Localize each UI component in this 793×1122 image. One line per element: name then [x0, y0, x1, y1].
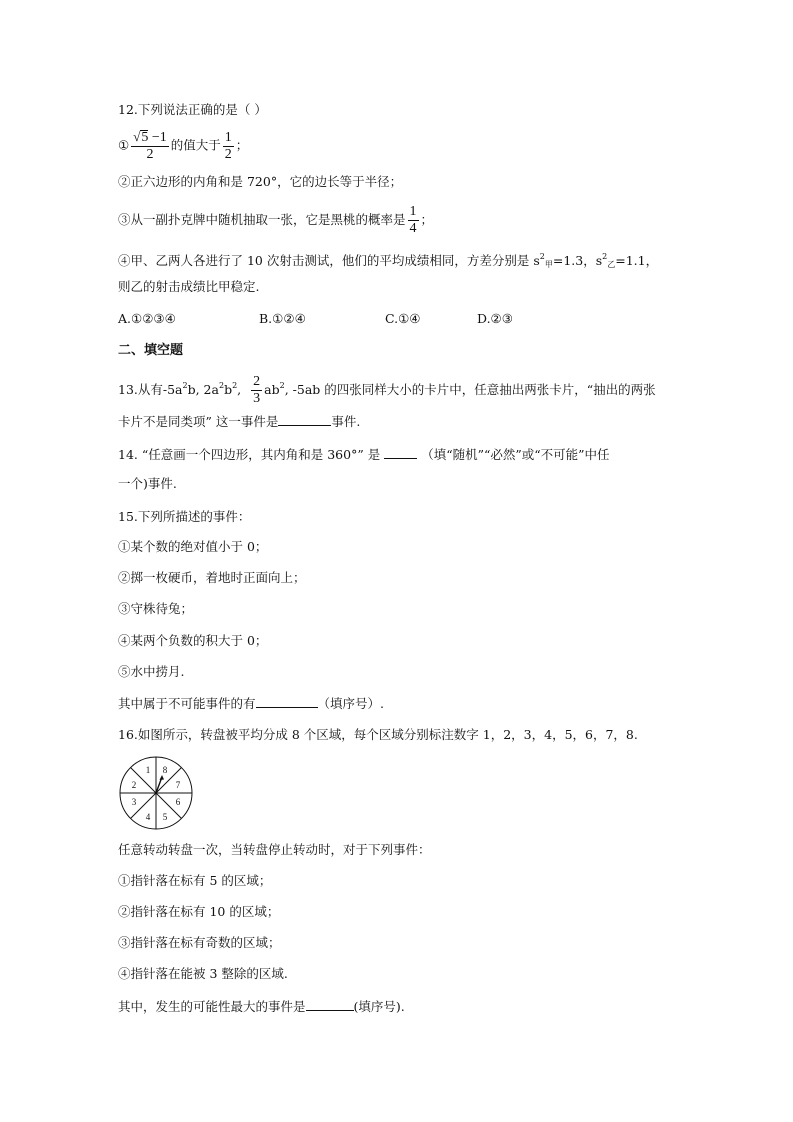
- q16-item-4: ④指针落在能被 3 整除的区域.: [118, 966, 288, 981]
- q15-ans-text-a: 其中属于不可能事件的有: [118, 696, 256, 711]
- q15-item-5: ⑤水中捞月.: [118, 664, 185, 679]
- q13-text-c: b: [224, 382, 233, 397]
- q12-statement-4-line2: 则乙的射击成绩比甲稳定.: [118, 279, 260, 294]
- q12-s4-sub1: 甲: [544, 260, 553, 269]
- q14-answer-blank[interactable]: [384, 445, 417, 459]
- q13-text-e: ab: [264, 382, 280, 397]
- q12-statement-3: [118, 205, 433, 236]
- spinner-label-3: 3: [131, 797, 137, 807]
- q12-s1-f2-den: 2: [224, 146, 232, 162]
- q14-line2: 一个)事件.: [118, 476, 177, 491]
- q16-answer-line: [118, 997, 405, 1016]
- q15-stem: 15.下列所描述的事件：: [118, 509, 251, 524]
- q16-item-1: ①指针落在标有 5 的区域；: [118, 873, 272, 888]
- q12-option-c: C.①④: [385, 311, 421, 326]
- q15-item-2: ②掷一枚硬币，着地时正面向上；: [118, 570, 306, 585]
- q13-text-f: , -5ab 的四张同样大小的卡片中，任意抽出两张卡片，“抽出的两张: [284, 382, 656, 397]
- q16-ans-text-a: 其中，发生的可能性最大的事件是: [118, 999, 306, 1014]
- q12-s1-num-rest: −1: [148, 130, 167, 145]
- q12-s1-fraction: $\frac{√5 -1}{2}$: [133, 129, 167, 162]
- q13-line2-a: 卡片不是同类项” 这一事件是: [118, 414, 279, 429]
- q16-item-3: ③指针落在标有奇数的区域；: [118, 935, 281, 950]
- q13-frac-den: 3: [253, 391, 261, 406]
- q12-option-a: A.①②③④: [118, 311, 176, 326]
- q12-s3-fraction: [408, 205, 419, 236]
- spinner-label-4: 4: [145, 812, 151, 822]
- q13-answer-blank[interactable]: [278, 412, 331, 426]
- spinner-diagram: [118, 755, 194, 831]
- q13-line2-b: 事件.: [331, 414, 361, 429]
- q13-fraction: [251, 375, 262, 406]
- q15-item-3: ③守株待兔；: [118, 601, 194, 616]
- q16-stem: 16.如图所示，转盘被平均分成 8 个区域，每个区域分别标注数字 1，2，3，4，5，6，7，8.: [118, 727, 638, 742]
- q16-ans-text-b: (填序号).: [353, 999, 405, 1014]
- q12-s4-mid: =1.3，s: [552, 253, 603, 268]
- q15-item-1: ①某个数的绝对值小于 0；: [118, 539, 268, 554]
- q12-s1-prefix: ①: [118, 137, 130, 153]
- q15-ans-text-b: （填序号）.: [317, 696, 384, 711]
- q16-item-2: ②指针落在标有 10 的区域；: [118, 904, 280, 919]
- q12-s4-text: ④甲、乙两人各进行了 10 次射击测试，他们的平均成绩相同，方差分别是 s: [118, 253, 540, 268]
- q13-sup-a: 2: [182, 381, 188, 390]
- q12-statement-2: ②正六边形的内角和是 720°，它的边长等于半径；: [118, 174, 403, 189]
- q12-s1-root: 5: [141, 130, 149, 145]
- q13-text-a: 13.从有-5a: [118, 382, 183, 397]
- q13-sup-b: 2: [218, 381, 225, 390]
- q12-s3-text: ③从一副扑克牌中随机抽取一张，它是黑桃的概率是: [118, 212, 406, 227]
- q12-s1-den: 2: [146, 147, 154, 162]
- q12-s3-den: 4: [409, 221, 417, 236]
- q12-s1-fraction2: [223, 131, 234, 162]
- spinner-label-2: 2: [131, 780, 137, 790]
- q15-answer-blank[interactable]: [256, 694, 318, 708]
- q13-text-b: b, 2a: [187, 382, 219, 397]
- q12-s4-end: =1.1，: [615, 253, 659, 268]
- spinner-label-1: 1: [145, 765, 151, 775]
- q12-s4-sup1: 2: [539, 252, 545, 261]
- q14-line1: [118, 445, 610, 464]
- spinner-label-6: 6: [175, 797, 181, 807]
- q12-stem: 12.下列说法正确的是（ ）: [118, 102, 267, 117]
- q12-s4-sub2: 乙: [607, 260, 616, 269]
- spinner-label-8: 8: [162, 765, 168, 775]
- q16-line-a: 任意转动转盘一次，当转盘停止转动时，对于下列事件：: [118, 842, 431, 857]
- spinner-label-5: 5: [162, 812, 168, 822]
- q12-s4-sup2: 2: [602, 252, 608, 261]
- q14-text-b: （填“随机”“必然”或“不可能”中任: [421, 447, 610, 462]
- section-heading-fill-blank: 二、填空题: [118, 343, 184, 358]
- q12-option-d: D.②③: [477, 311, 513, 326]
- q13-line2: [118, 412, 360, 431]
- q13-text-d: ,: [237, 382, 242, 397]
- q12-statement-4-line1: [118, 248, 658, 274]
- q15-answer-line: [118, 694, 384, 713]
- q12-s1-mid: 的值大于: [170, 137, 221, 153]
- q12-statement-1: [118, 130, 248, 162]
- q12-s3-num: 1: [409, 204, 417, 219]
- spinner-pointer-arrowhead: [160, 775, 165, 780]
- q13-line1: [118, 375, 656, 406]
- q13-frac-num: 2: [253, 374, 261, 389]
- q12-option-b: B.①②④: [259, 311, 306, 326]
- q16-answer-blank[interactable]: [306, 997, 354, 1011]
- q13-sup-c: 2: [232, 381, 238, 390]
- q12-s3-suffix: ；: [420, 212, 434, 227]
- q15-item-4: ④某两个负数的积大于 0；: [118, 633, 268, 648]
- q12-s1-suffix: ；: [235, 137, 249, 153]
- q14-text-a: 14. “任意画一个四边形，其内角和是 360°” 是: [118, 447, 381, 462]
- spinner-label-7: 7: [175, 780, 181, 790]
- q12-s1-f2-num: 1: [224, 129, 232, 145]
- q13-sup-e: 2: [279, 381, 285, 390]
